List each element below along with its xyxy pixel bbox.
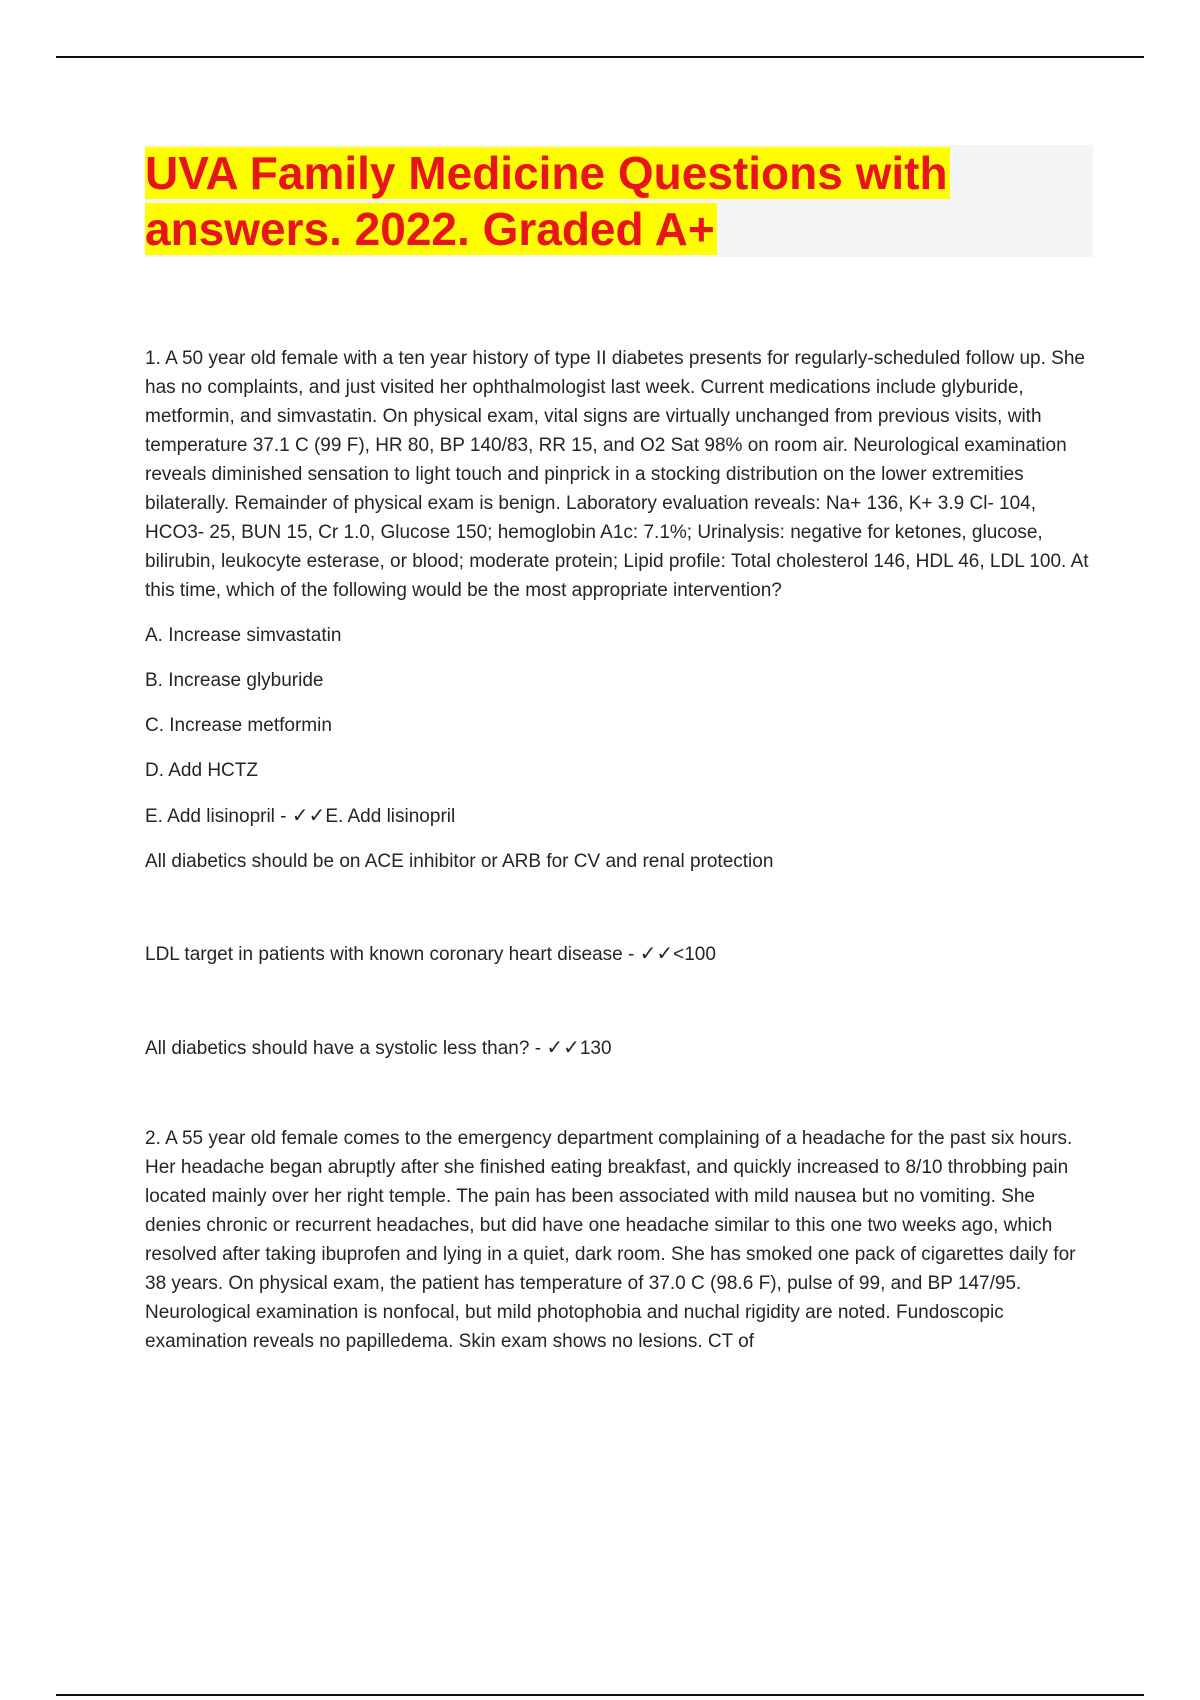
question-1-option-b: B. Increase glyburide [145, 670, 324, 691]
flashcard-question: LDL target in patients with known coronary heart disease - [145, 944, 640, 965]
flashcard-answer: 130 [579, 1038, 612, 1059]
check-mark-icon: ✓✓ [291, 803, 326, 827]
document-body [145, 344, 1090, 1356]
question-1-stem: 1. A 50 year old female with a ten year history of type II diabetes presents for regularly-scheduled follow up. She has no complaints, and just visited her ophthalmologist last week. Current medications include glyburide, metformin, and simvastatin. On physical exam, vital signs are virtually unchanged from previous visits, with temperature 37.1 C (99 F), HR 80, BP 140/83, RR 15, and O2 Sat 98% on room air. Neurological examination reveals diminished sensation to light touch and pinprick in a stocking distribution on the lower extremities bilaterally. Remainder of physical exam is benign. Laboratory evaluation reveals: Na+ 136, K+ 3.9 Cl- 104, HCO3- 25, BUN 15, Cr 1.0, Glucose 150; hemoglobin A1c: 7.1%; Urinalysis: negative for ketones, glucose, bilirubin, leukocyte esterase, or blood; moderate protein; Lipid profile: Total cholesterol 146, HDL 46, LDL 100. At this time, which of the following would be the most appropriate intervention? [145, 348, 1089, 601]
question-1-option-c: C. Increase metformin [145, 715, 332, 736]
option-e-label: E. Add lisinopril - [145, 806, 292, 827]
question-2-stem: 2. A 55 year old female comes to the emergency department complaining of a headache for the past six hours. Her headache began abruptly after she finished eating breakfast, and quickly increased to 8/10 throbbing pain located mainly over her right temple. The pain has been associated with mild nausea but no vomiting. She denies chronic or recurrent headaches, but did have one headache similar to this one two weeks ago, which resolved after taking ibuprofen and lying in a quiet, dark room. She has smoked one pack of cigarettes daily for 38 years. On physical exam, the patient has temperature of 37.0 C (98.6 F), pulse of 99, and BP 147/95. Neurological examination is nonfocal, but mild photophobia and nuchal rigidity are noted. Fundoscopic examination reveals no papilledema. Skin exam shows no lesions. CT of [145, 1128, 1076, 1352]
flashcard-systolic-target [145, 1033, 1090, 1062]
question-1-option-e [145, 801, 1090, 830]
question-1-explanation: All diabetics should be on ACE inhibitor or ARB for CV and renal protection [145, 851, 774, 872]
flashcard-answer: <100 [673, 944, 716, 965]
bottom-rule [56, 1694, 1144, 1696]
title-line-1: UVA Family Medicine Questions with [145, 147, 948, 199]
question-1-answer: E. Add lisinopril [325, 806, 456, 827]
flashcard-question: All diabetics should have a systolic less than? - [145, 1038, 547, 1059]
title-line-2: answers. 2022. Graded A+ [145, 203, 715, 255]
check-mark-icon: ✓✓ [546, 1035, 580, 1059]
document-title [145, 145, 1093, 257]
question-1-option-a: A. Increase simvastatin [145, 625, 342, 646]
top-rule [56, 56, 1144, 58]
flashcard-ldl-target [145, 939, 1090, 968]
title-block [145, 145, 1093, 257]
check-mark-icon: ✓✓ [639, 941, 674, 965]
question-1-option-d: D. Add HCTZ [145, 760, 258, 781]
